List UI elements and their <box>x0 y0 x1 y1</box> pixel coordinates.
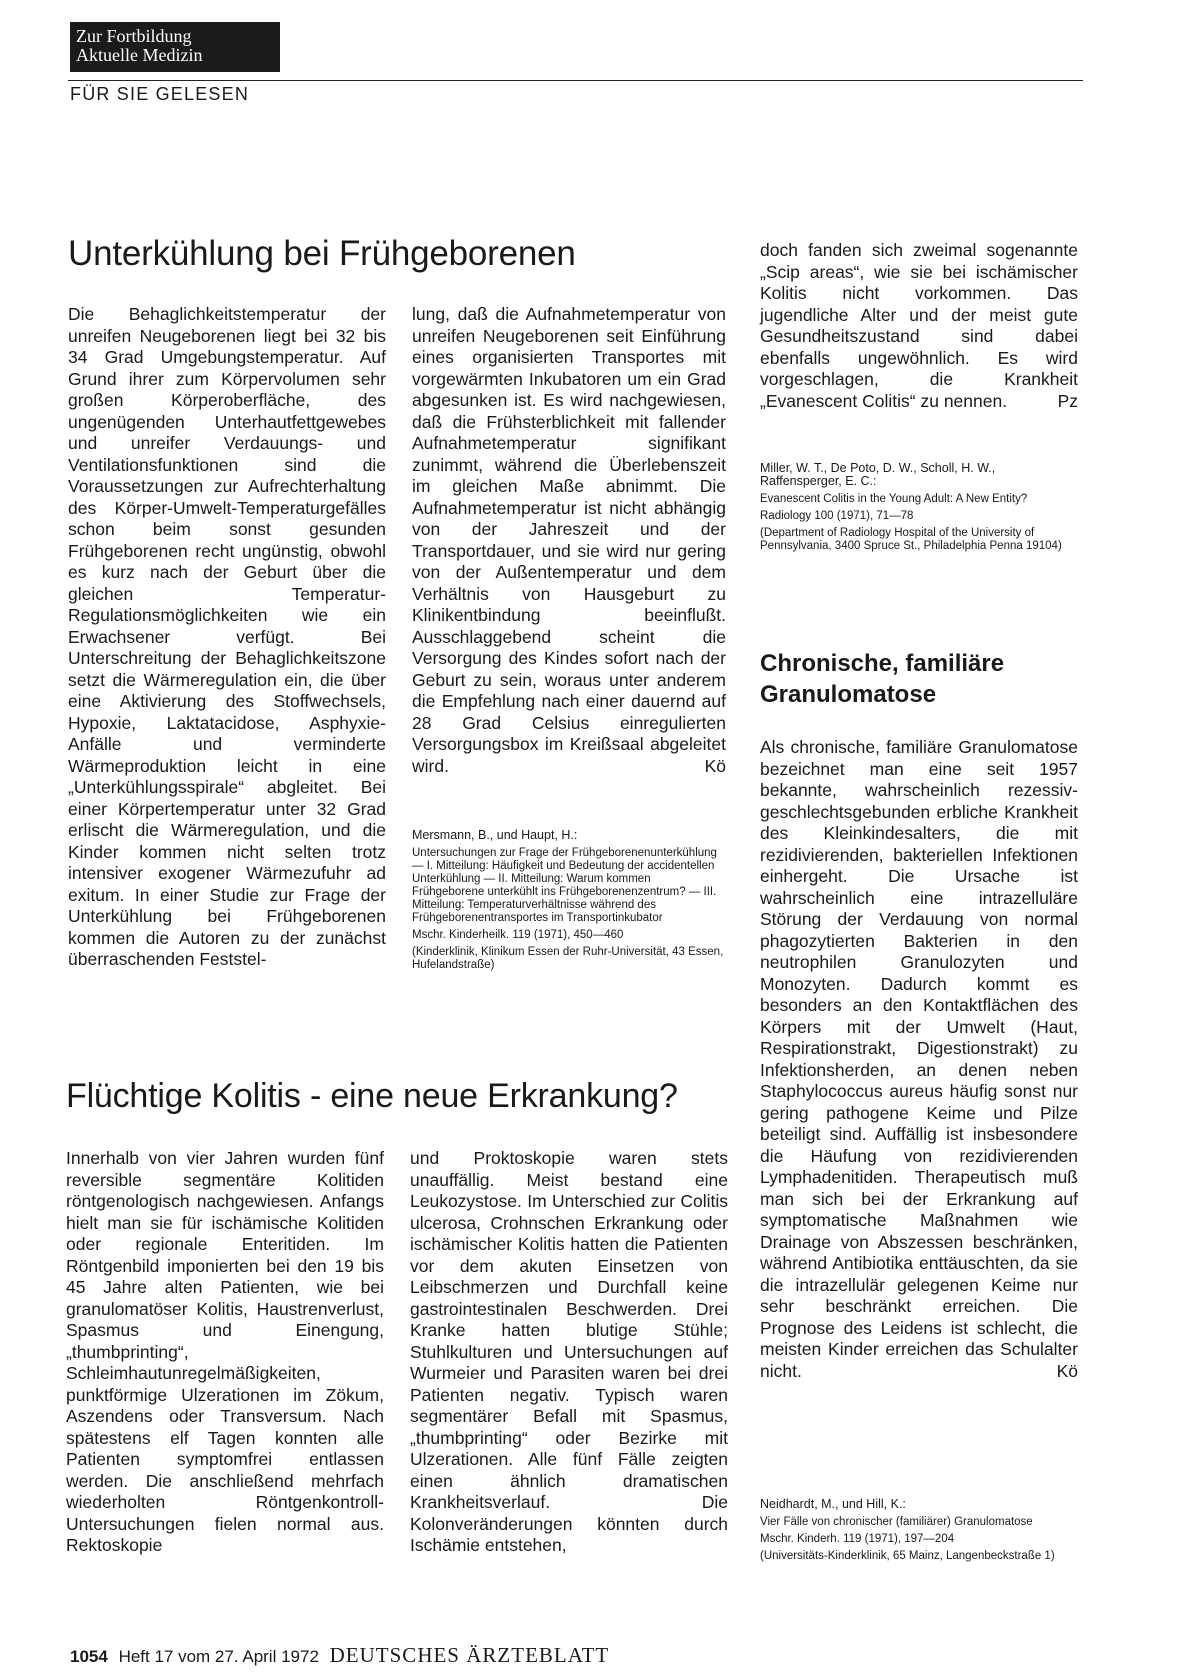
article2-column3 <box>760 240 1078 412</box>
article2-ref-title: Evanescent Colitis in the Young Adult: A New Entity? <box>760 493 1028 505</box>
article3-title: Chronische, familiäre Granulomatose <box>760 650 1005 708</box>
section-box-line2: Aktuelle Medizin <box>76 45 203 65</box>
section-label: FÜR SIE GELESEN <box>70 84 250 104</box>
article3-signature: Kö <box>1056 1360 1078 1381</box>
article3-text: Als chronische, familiäre Granulomatose bezeichnet man eine seit 1957 bekannte, wahrscheinlich rezessiv-geschlechtsgebunden erbliche Krankheit des Kleinkindesalters, die mit rezidivierenden, bakteriellen Infektionen einhergeht. Die Ursache ist wahrscheinlich eine intrazelluläre Störung der Verdauung von normal phagozytierten Bakterien in den neutrophilen Granulozyten und Monozyten. Dadurch kommt es besonders an den Kontaktflächen des Körpers mit der Umwelt (Haut, Respirationstrakt, Digestionstrakt) zu Infektionsherden, an denen neben Staphylococcus aureus häufig sonst nur gering pathogene Keime und Pilze beteiligt sind. Auffällig ist insbesondere die Häufung von rezidivierenden Lymphadenitiden. Therapeutisch muß man sich bei der Erkrankung auf symptomatische Maßnahmen wie Drainage von Abszessen beschränken, während Antibiotika enttäuschten, da sie die intrazellulär gelegenen Keime nur sehr beschränkt erreichen. Die Prognose des Leidens ist schlecht, die meisten Kinder erreichen das Schulalter nicht. <box>760 737 1078 1381</box>
article1-ref-address: (Kinderklinik, Klinikum Essen der Ruhr-Universität, 43 Essen, Hufelandstraße) <box>412 946 724 971</box>
article2-signature: Pz <box>1057 390 1078 411</box>
article1-ref-authors: Mersmann, B., und Haupt, H.: <box>412 828 578 842</box>
article1-column2-text: lung, daß die Aufnahmetemperatur von unreifen Neugeborenen seit Einführung eines organisierten Transportes mit vorgewärmten Inkubatoren um ein Grad abgesunken ist. Es wird nachgewiesen, daß die Frühsterblichkeit mit fallender Aufnahmetemperatur signifikant zunimmt, während die Überlebenszeit im gleichen Maße abnimmt. Die Aufnahmetemperatur ist nicht abhängig von der Jahreszeit und der Transportdauer, und sie wird nur gering von der Außentemperatur und dem Verhältnis von Hausgeburt zu Klinikentbindung beeinflußt. Ausschlaggebend scheint die Versorgung des Kindes sofort nach der Geburt zu sein, woraus unter anderem die Empfehlung nach einer dauernd auf 28 Grad Celsius einregulierten Versorgungsbox im Kreißsaal abgeleitet wird. <box>412 304 726 776</box>
article1-column2 <box>412 304 726 777</box>
article3-ref-journal: Mschr. Kinderh. 119 (1971), 197—204 <box>760 1533 955 1545</box>
article2-ref-authors: Miller, W. T., De Poto, D. W., Scholl, H. W., Raffensperger, E. C.: <box>760 461 996 488</box>
article2-column3-text: doch fanden sich zweimal sogenannte „Scip areas“, wie sie bei ischämischer Kolitis nicht vorkommen. Das jugendliche Alter und der meist gute Gesundheitszustand sind dabei ebenfalls ungewöhnlich. Es wird vorgeschlagen, die Krankheit „Evanescent Colitis“ zu nennen. <box>760 240 1078 411</box>
journal-name: DEUTSCHES ÄRZTEBLATT <box>329 1643 610 1667</box>
issue-info: Heft 17 vom 27. April 1972 <box>118 1647 319 1666</box>
article3-ref-authors: Neidhardt, M., und Hill, K.: <box>760 1497 906 1511</box>
article1-signature: Kö <box>704 755 726 776</box>
article1-ref-title: Untersuchungen zur Frage der Frühgeborenenunterkühlung — I. Mitteilung: Häufigkeit und Bedeutung der accidentellen Unterkühlung — II. Mitteilung: Warum kommen Frühgeborene unterkühlt ins Frühgeborenenzentrum? — III. Mitteilung: Temperaturverhältnisse während des Frühgeborenentransportes im Transportinkubator <box>412 847 717 924</box>
article2-column2-text: und Proktoskopie waren stets unauffällig. Meist bestand eine Leukozystose. Im Unterschied zur Colitis ulcerosa, Crohnschen Erkrankung oder ischämischer Kolitis hatten die Patienten vor dem akuten Einsetzen von Leibschmerzen und Durchfall keine gastrointestinalen Beschwerden. Drei Kranke hatten blutige Stühle; Stuhlkulturen und Untersuchungen auf Wurmeier und Parasiten waren bei drei Patienten negativ. Typisch waren segmentärer Befall mit Spasmus, „thumbprinting“ oder Bezirke mit Ulzerationen. Alle fünf Fälle zeigten einen ähnlich dramatischen Krankheitsverlauf. Die Kolonveränderungen könnten durch Ischämie entstehen, <box>410 1148 728 1555</box>
section-box-line1: Zur Fortbildung <box>76 26 192 46</box>
page-number: 1054 <box>70 1647 108 1666</box>
article1-ref-journal: Mschr. Kinderheilk. 119 (1971), 450—460 <box>412 929 624 941</box>
article2-title: Flüchtige Kolitis - eine neue Erkrankung? <box>66 1077 678 1115</box>
article1-column1 <box>68 304 386 971</box>
article2-ref-journal: Radiology 100 (1971), 71—78 <box>760 510 914 522</box>
article2-ref-address: (Department of Radiology Hospital of the University of Pennsylvania, 3400 Spruce St., Philadelphia Penna 19104) <box>760 527 1062 552</box>
section-box <box>70 22 280 72</box>
article3-reference <box>760 1498 1078 1567</box>
article3-ref-title: Vier Fälle von chronischer (familiärer) Granulomatose <box>760 1516 1033 1528</box>
article2-column1 <box>66 1148 384 1557</box>
header-rule <box>68 80 1083 81</box>
article1-column1-text: Die Behaglichkeitstemperatur der unreifen Neugeborenen liegt bei 32 bis 34 Grad Umgebungstemperatur. Auf Grund ihrer zum Körpervolumen sehr großen Körperoberfläche, des ungenügenden Unterhautfettgewebes und unreifer Verdauungs- und Ventilationsfunktionen sind die Voraussetzungen zur Aufrechterhaltung des Körper-Umwelt-Temperaturgefälles schon beim sonst gesunden Frühgeborenen recht ungünstig, obwohl es kurz nach der Geburt über die gleichen Temperatur-Regulationsmöglichkeiten wie ein Erwachsener verfügt. Bei Unterschreitung der Behaglichkeitszone setzt die Wärmeregulation ein, die über eine Aktivierung des Stoffwechsels, Hypoxie, Laktatacidose, Asphyxie-Anfälle und verminderte Wärmeproduktion leicht in eine „Unterkühlungsspirale“ abgleitet. Bei einer Körpertemperatur unter 32 Grad erlischt die Wärmeregulation, und die Kinder kommen nicht selten trotz intensiver exogener Wärmezufuhr ad exitum. In einer Studie zur Frage der Unterkühlung bei Frühgeborenen kommen die Autoren zu der zunächst überraschenden Feststel- <box>68 304 386 969</box>
article1-reference <box>412 829 726 976</box>
article3-column <box>760 737 1078 1382</box>
article2-column1-text: Innerhalb von vier Jahren wurden fünf reversible segmentäre Kolitiden röntgenologisch nachgewiesen. Anfangs hielt man sie für ischämische Kolitiden oder regionale Enteritiden. Im Röntgenbild imponierten bei den 19 bis 45 Jahre alten Patienten, wie bei granulomatöser Kolitis, Haustrenverlust, Spasmus und Einengung, „thumbprinting“, Schleimhautunregelmäßigkeiten, punktförmige Ulzerationen im Zökum, Aszendens oder Transversum. Nach spätestens elf Tagen konnten alle Patienten symptomfrei entlassen werden. Die anschließend mehrfach wiederholten Röntgenkontroll-Untersuchungen fielen normal aus. Rektoskopie <box>66 1148 384 1555</box>
article2-reference <box>760 462 1078 557</box>
article1-title: Unterkühlung bei Frühgeborenen <box>68 234 576 273</box>
article2-column2 <box>410 1148 728 1557</box>
page-footer <box>70 1643 609 1668</box>
article3-ref-address: (Universitäts-Kinderklinik, 65 Mainz, Langenbeckstraße 1) <box>760 1550 1055 1562</box>
